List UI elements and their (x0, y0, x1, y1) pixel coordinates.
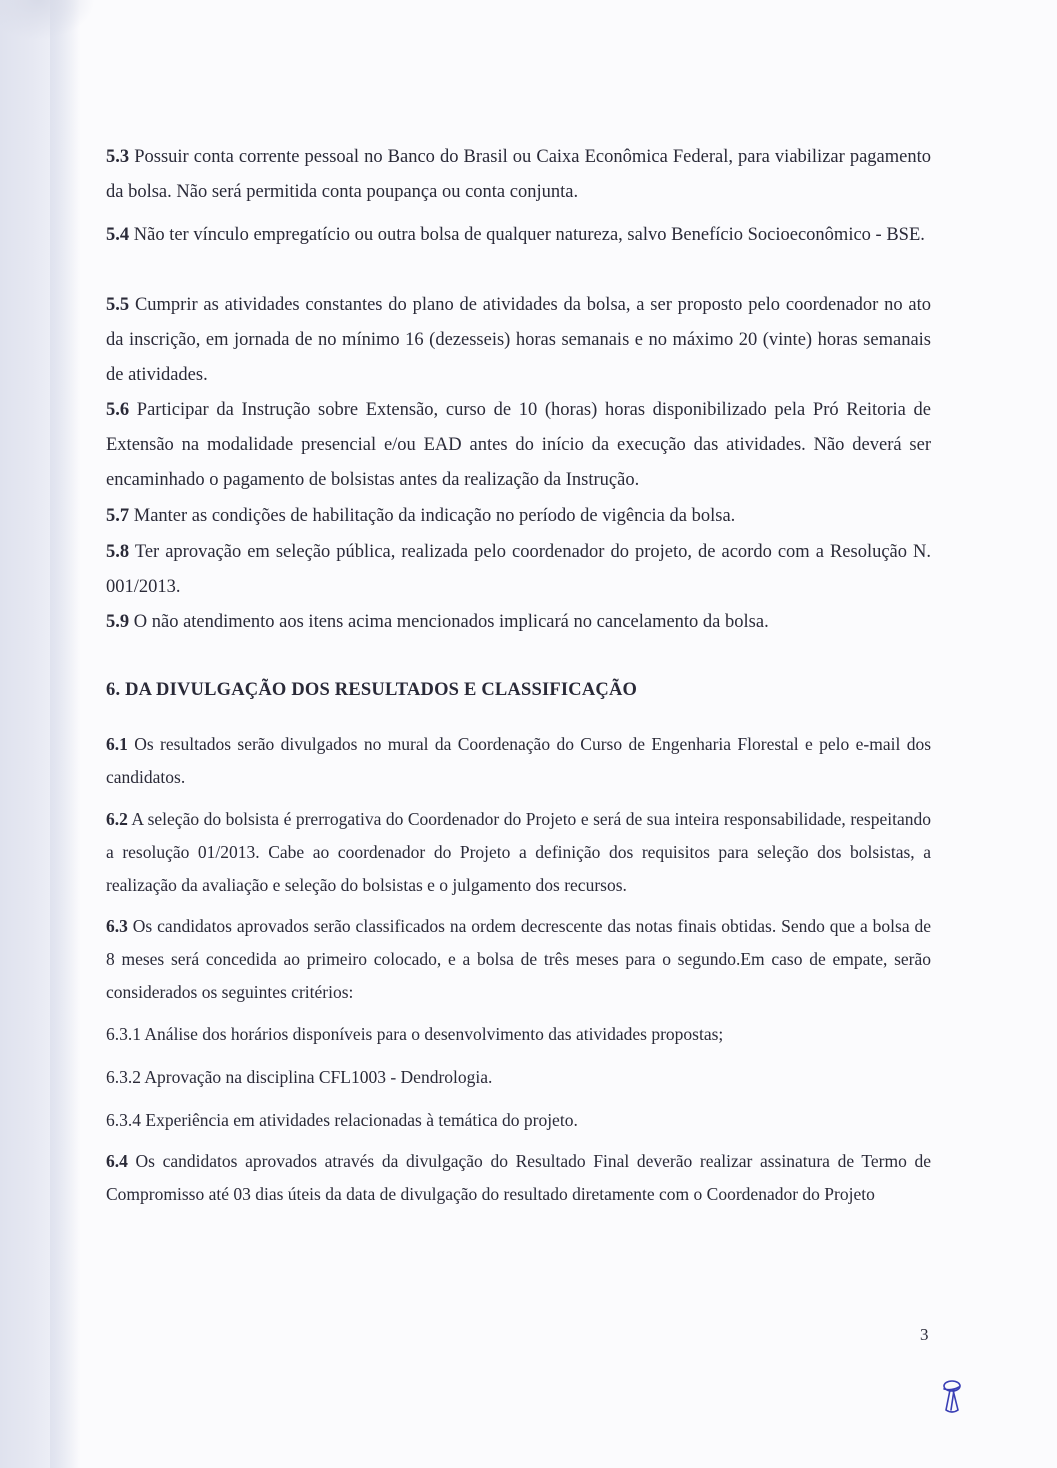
clause-5-5 (106, 288, 931, 393)
clause-number: 6.4 (106, 1151, 128, 1171)
clause-text: Os candidatos aprovados através da divulgação do Resultado Final deverão realizar assinatura de Termo de Compromisso até 03 dias úteis da data de divulgação do resultado diretamente com o Coordenador do Projeto (106, 1151, 932, 1204)
clause-text: Manter as condições de habilitação da indicação no período de vigência da bolsa. (133, 506, 736, 526)
clause-number: 5.4 (106, 225, 130, 245)
clause-text: Ter aprovação em seleção pública, realizada pelo coordenador do projeto, de acordo com a Resolução N. 001/2013. (106, 542, 931, 597)
clause-text: Não ter vínculo empregatício ou outra bolsa de qualquer natureza, salvo Benefício Socioeconômico - BSE. (133, 225, 925, 245)
clause-6-3 (106, 910, 931, 1009)
clause-number: 6.1 (106, 734, 128, 754)
clause-number: 6.3 (106, 916, 128, 936)
clause-text: Os resultados serão divulgados no mural da Coordenação do Curso de Engenharia Florestal e pelo e-mail dos candidatos. (106, 734, 932, 787)
clause-number: 5.9 (106, 612, 130, 632)
clause-5-6 (106, 393, 931, 498)
clause-5-3 (106, 140, 931, 210)
clause-number: 5.7 (106, 506, 130, 526)
criterion-6-3-2: 6.3.2 Aprovação na disciplina CFL1003 - Dendrologia. (106, 1067, 493, 1087)
criterion-6-3-4: 6.3.4 Experiência em atividades relacionadas à temática do projeto. (106, 1110, 578, 1130)
scan-shadow-inner (50, 0, 80, 1468)
criterion-6-3-1: 6.3.1 Análise dos horários disponíveis para o desenvolvimento das atividades propostas; (106, 1024, 724, 1044)
clause-5-8 (106, 535, 931, 605)
page-number: 3 (920, 1325, 929, 1344)
scan-corner-fold (0, 0, 95, 40)
clause-number: 5.6 (106, 400, 130, 420)
clause-number: 5.8 (106, 542, 130, 562)
clause-5-9 (106, 605, 931, 640)
clause-number: 5.5 (106, 295, 130, 315)
clause-number: 6.2 (106, 809, 128, 829)
clause-5-7 (106, 499, 931, 534)
clause-text: A seleção do bolsista é prerrogativa do Coordenador do Projeto e será de sua inteira responsabilidade, respeitando a resolução 01/2013. Cabe ao coordenador do Projeto a definição dos requisitos para seleção dos bolsistas, a realização da avaliação e seleção do bolsistas e o julgamento dos recursos. (106, 809, 931, 895)
clause-text: Os candidatos aprovados serão classificados na ordem decrescente das notas finais obtidas. Sendo que a bolsa de 8 meses será concedida ao primeiro colocado, e a bolsa de três meses para o segundo.Em caso de empate, serão considerados os seguintes critérios: (106, 916, 932, 1002)
clause-text: Cumprir as atividades constantes do plano de atividades da bolsa, a ser proposto pelo coordenador no ato da inscrição, em jornada de no mínimo 16 (dezesseis) horas semanais e no máximo 20 (vinte) horas semanais de atividades. (106, 295, 932, 385)
clause-6-4 (106, 1145, 931, 1211)
section-6-heading: 6. DA DIVULGAÇÃO DOS RESULTADOS E CLASSIFICAÇÃO (106, 680, 638, 700)
handwritten-initials-icon (937, 1378, 967, 1418)
clause-text: O não atendimento aos itens acima mencionados implicará no cancelamento da bolsa. (133, 612, 769, 632)
clause-6-1 (106, 728, 931, 794)
clause-text: Possuir conta corrente pessoal no Banco do Brasil ou Caixa Econômica Federal, para viabilizar pagamento da bolsa. Não será permitida conta poupança ou conta conjunta. (106, 147, 932, 202)
clause-text: Participar da Instrução sobre Extensão, curso de 10 (horas) horas disponibilizado pela Pró Reitoria de Extensão na modalidade presencial e/ou EAD antes do início da execução das atividades. Não deverá ser encaminhado o pagamento de bolsistas antes da realização da Instrução. (106, 400, 931, 490)
clause-number: 5.3 (106, 147, 130, 167)
clause-6-2 (106, 803, 931, 902)
clause-5-4 (106, 218, 931, 253)
